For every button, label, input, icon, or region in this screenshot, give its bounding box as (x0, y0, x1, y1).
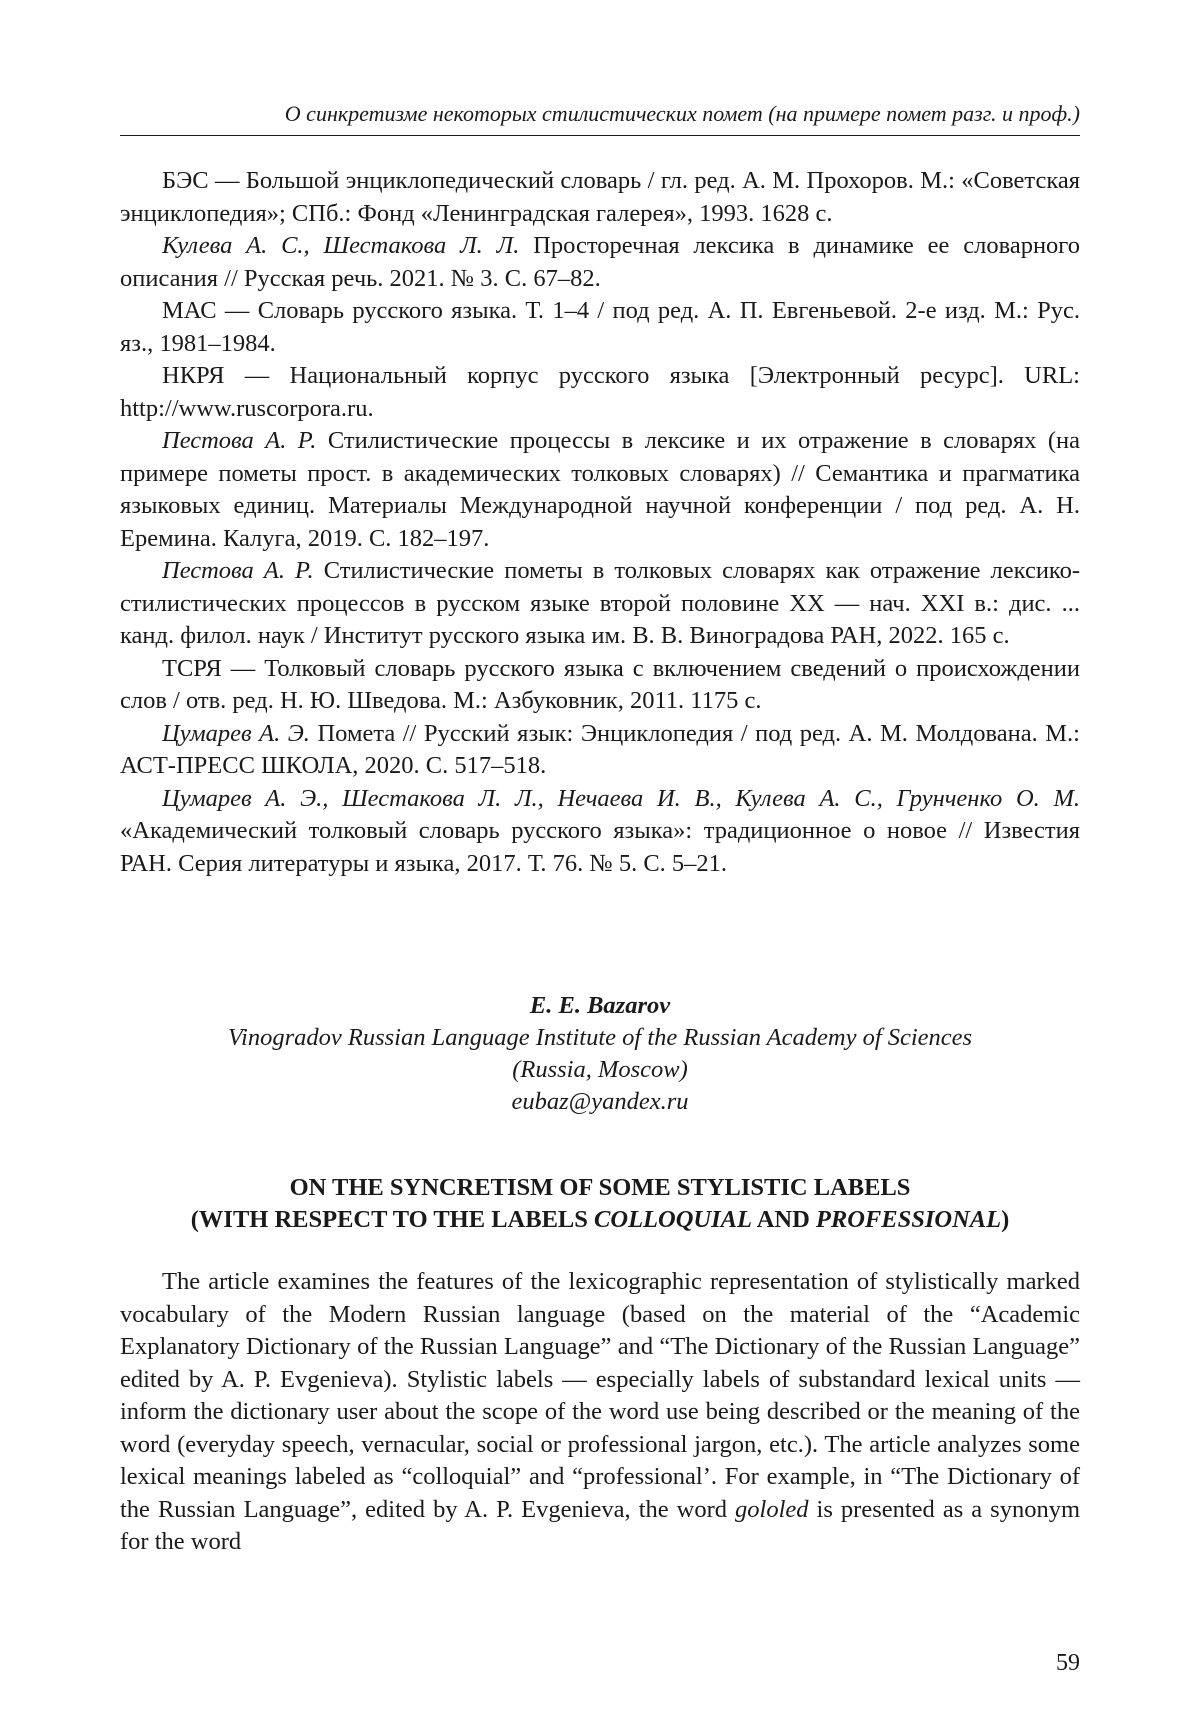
title-and: AND (751, 1206, 816, 1233)
abstract-text-end: is presented as a synonym for the word (120, 1495, 1080, 1555)
reference-item (120, 718, 1080, 783)
reference-item (120, 555, 1080, 653)
reference-item (120, 295, 1080, 360)
title-term-colloquial: COLLOQUIAL (594, 1206, 752, 1233)
reference-text: ТСРЯ — Толковый словарь русского языка с включением сведений о происхождении слов / отв. ред. Н. Ю. Шведова. М.: Азбуковник, 2011. 1175 с. (120, 654, 1080, 714)
reference-item (120, 230, 1080, 295)
author-block (120, 990, 1080, 1118)
abstract (120, 1266, 1080, 1559)
reference-authors: Пестова А. Р. (162, 427, 317, 454)
reference-item (120, 653, 1080, 718)
reference-item (120, 783, 1080, 881)
abstract-term: gololed (735, 1495, 809, 1523)
reference-text: Просторечная лексика в динамике ее словарного описания // Русская речь. 2021. № 3. С. 67–82. (120, 232, 1080, 292)
title-term-professional: PROFESSIONAL (815, 1206, 1002, 1233)
reference-text: НКРЯ — Национальный корпус русского языка [Электронный ресурс]. URL: http://www.ruscorpora.ru. (120, 362, 1080, 422)
reference-text: Помета // Русский язык: Энциклопедия / под ред. А. М. Молдована. М.: АСТ-ПРЕСС ШКОЛА, 2020. С. 517–518. (120, 719, 1080, 779)
reference-text: «Академический толковый словарь русского языка»: традиционное о новое // Известия РАН. Серия литературы и языка, 2017. Т. 76. № 5. С. 5–21. (120, 817, 1080, 877)
reference-item (120, 360, 1080, 425)
author-affiliation: Vinogradov Russian Language Institute of the Russian Academy of Sciences (227, 1024, 973, 1051)
reference-text: Стилистические пометы в толковых словарях как отражение лексико-стилистических процессов в русском языке второй половине XX — нач. XXI в.: дис. ... канд. филол. наук / Институт русского языка им. В. В. Виноградова РАН, 2022. 165 с. (120, 557, 1081, 649)
title-prefix: (WITH RESPECT TO THE LABELS (190, 1206, 595, 1233)
title-close: ) (1001, 1206, 1010, 1233)
reference-item (120, 425, 1080, 555)
abstract-paragraph (120, 1266, 1080, 1559)
page-number: 59 (1056, 1650, 1080, 1676)
title-line-2 (120, 1204, 1080, 1236)
abstract-text: The article examines the features of the lexicographic representation of stylistically marked vocabulary of the Modern Russian language (based on the material of the “Academic Explanatory Dictionary of the Russian Language” and “The Dictionary of the Russian Language” edited by A. P. Evgenieva). Stylistic labels — especially labels of substandard lexical units — inform the dictionary user about the scope of the word use being described or the meaning of the word (everyday speech, vernacular, social or professional jargon, etc.). The article analyzes some lexical meanings labeled as “colloquial” and “professional’. For example, in “The Dictionary of the Russian Language”, edited by A. P. Evgenieva, the word (120, 1268, 1080, 1523)
author-name: E. E. Bazarov (529, 992, 671, 1019)
reference-authors: Цумарев А. Э., Шестакова Л. Л., Нечаева И. В., Кулева А. С., Грунченко О. М. (162, 784, 1080, 812)
author-location: (Russia, Moscow) (512, 1056, 688, 1083)
reference-item (120, 165, 1080, 230)
title-line-1: ON THE SYNCRETISM OF SOME STYLISTIC LABELS (289, 1174, 911, 1201)
reference-authors: Цумарев А. Э. (162, 719, 310, 747)
header-rule (120, 135, 1080, 136)
author-email: eubaz@yandex.ru (511, 1088, 689, 1115)
reference-authors: Пестова А. Р. (162, 557, 314, 584)
reference-text: БЭС — Большой энциклопедический словарь / гл. ред. А. М. Прохоров. М.: «Советская энциклопедия»; СПб.: Фонд «Ленинградская галерея», 1993. 1628 с. (120, 167, 1080, 227)
reference-text: МАС — Словарь русского языка. Т. 1–4 / под ред. А. П. Евгеньевой. 2-е изд. М.: Рус. яз., 1981–1984. (120, 297, 1080, 357)
article-title (120, 1172, 1080, 1236)
running-head: О синкретизме некоторых стилистических помет (на примере помет разг. и проф.) (284, 101, 1080, 126)
reference-text: Стилистические процессы в лексике и их отражение в словарях (на примере пометы прост. в академических толковых словарях) // Семантика и прагматика языковых единиц. Материалы Международной научной конференции / под ред. А. Н. Еремина. Калуга, 2019. С. 182–197. (120, 427, 1080, 552)
reference-authors: Кулева А. С., Шестакова Л. Л. (162, 232, 520, 259)
reference-list (120, 165, 1080, 880)
